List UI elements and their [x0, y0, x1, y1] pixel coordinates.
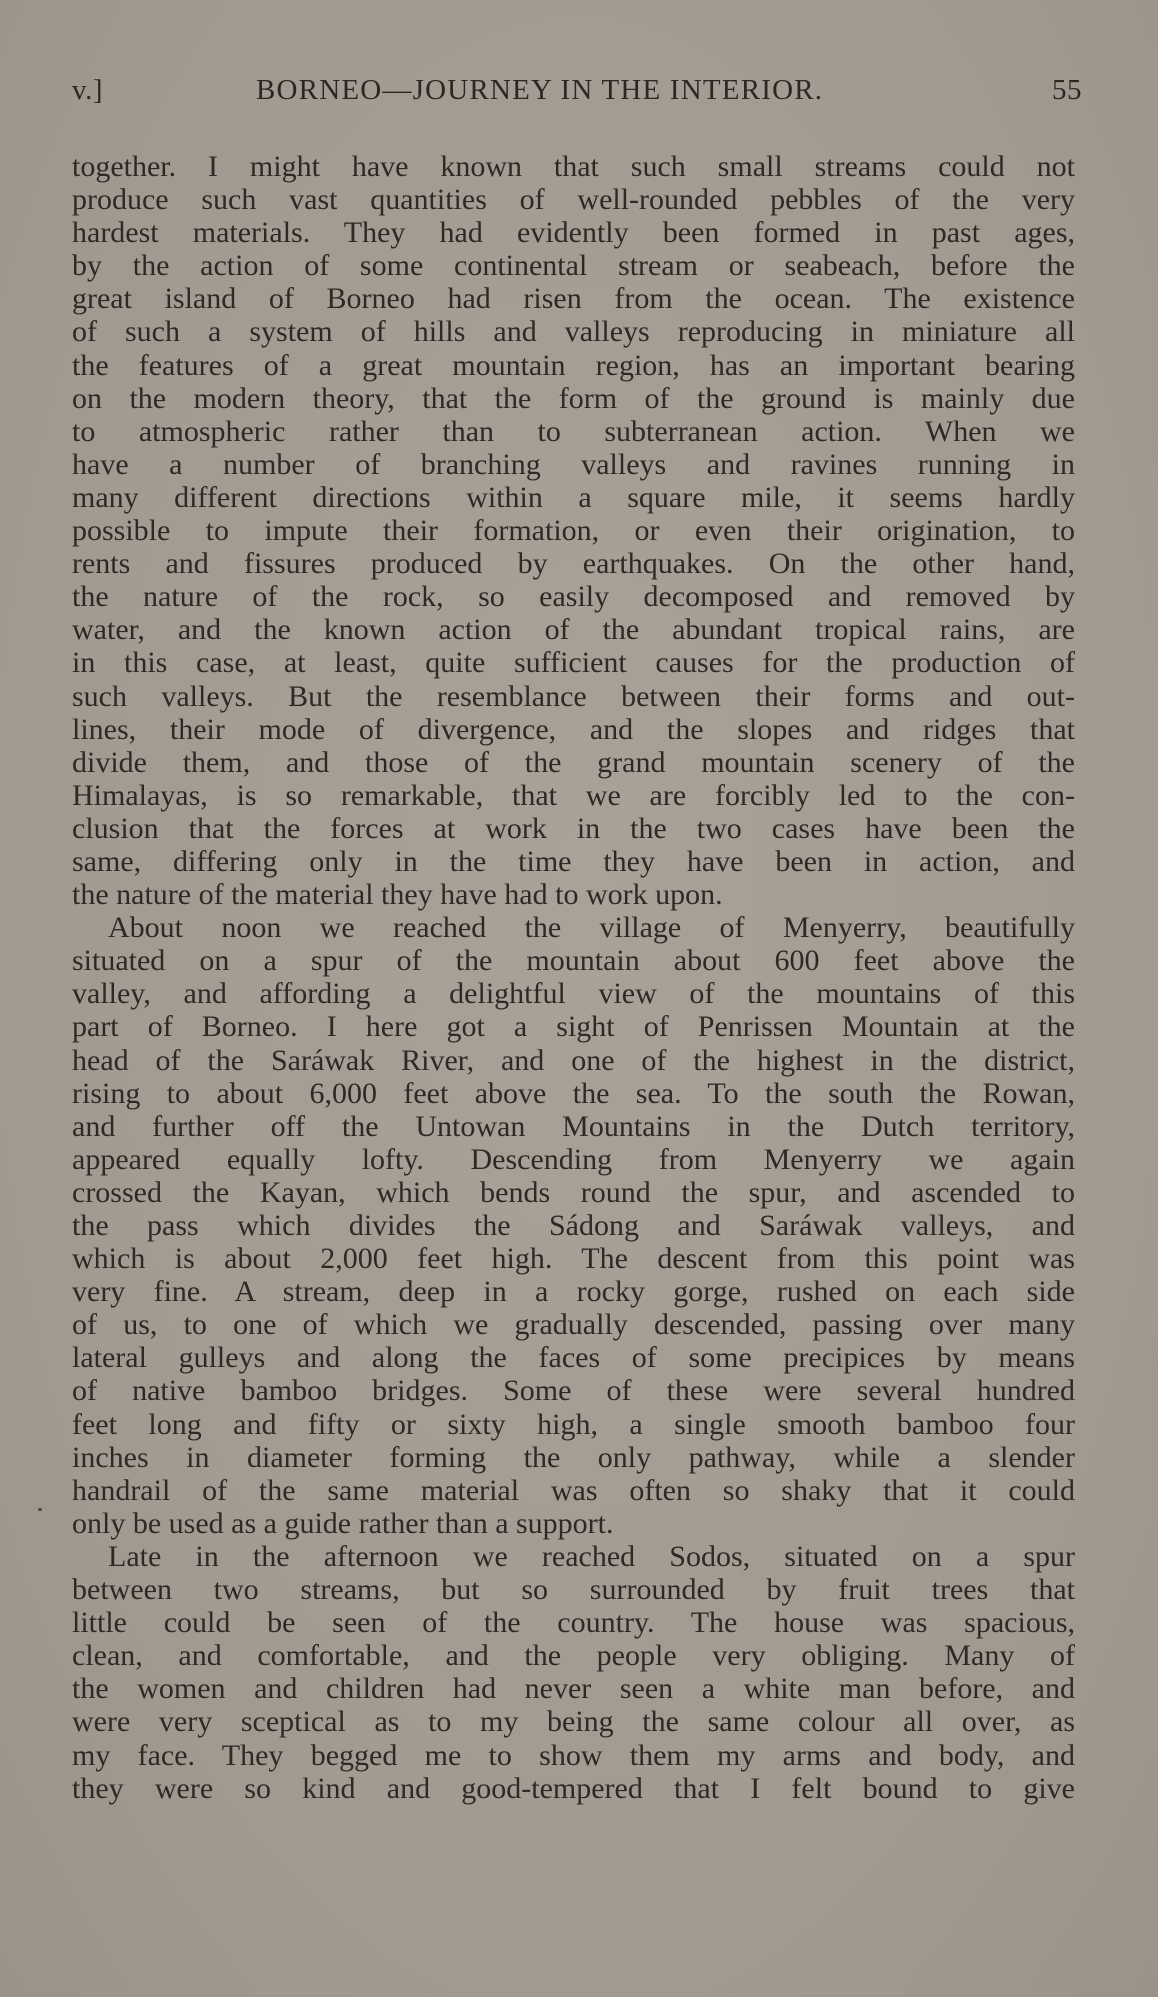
text-line: together. I might have known that such small streams could not [72, 150, 1075, 183]
text-line: very fine. A stream, deep in a rocky gorge, rushed on each side [72, 1275, 1075, 1309]
text-line: hardest materials. They had evidently been formed in past ages, [72, 216, 1075, 250]
text-line: such valleys. But the resemblance between their forms and out- [72, 679, 1075, 713]
text-line: the nature of the rock, so easily decomposed and removed by [72, 580, 1075, 614]
text-line: Himalayas, is so remarkable, that we are forcibly led to the con- [72, 778, 1075, 812]
paragraph-start-line: Late in the afternoon we reached Sodos, situated on a spur [108, 1539, 1075, 1573]
text-line: inches in diameter forming the only pathway, while a slender [72, 1440, 1075, 1474]
text-line: the pass which divides the Sádong and Saráwak valleys, and [72, 1209, 1075, 1242]
ink-speck [38, 1508, 42, 1511]
text-line: divide them, and those of the grand mountain scenery of the [72, 745, 1075, 779]
text-line: produce such vast quantities of well-rounded pebbles of the very [72, 183, 1075, 217]
text-line: to atmospheric rather than to subterranean action. When we [72, 414, 1075, 448]
text-line: lateral gulleys and along the faces of some precipices by means [72, 1341, 1075, 1375]
paragraph-start-line: About noon we reached the village of Menyerry, beautifully [108, 911, 1075, 945]
text-line: rising to about 6,000 feet above the sea. To the south the Rowan, [72, 1076, 1075, 1110]
text-line: handrail of the same material was often so shaky that it could [72, 1473, 1075, 1507]
text-line: have a number of branching valleys and ravines running in [72, 447, 1075, 481]
text-line: of such a system of hills and valleys reproducing in miniature all [72, 315, 1075, 349]
text-line: which is about 2,000 feet high. The descent from this point was [72, 1242, 1075, 1276]
text-line: of us, to one of which we gradually descended, passing over many [72, 1308, 1075, 1342]
text-line: same, differing only in the time they have been in action, and [72, 844, 1075, 878]
text-line: crossed the Kayan, which bends round the spur, and ascended to [72, 1175, 1075, 1209]
text-line: lines, their mode of divergence, and the slopes and ridges that [72, 712, 1075, 746]
text-line: appeared equally lofty. Descending from Menyerry we again [72, 1142, 1075, 1176]
running-title: BORNEO—JOURNEY IN THE INTERIOR. [256, 74, 824, 106]
text-line: great island of Borneo had risen from the ocean. The existence [72, 282, 1075, 316]
text-line: rents and fissures produced by earthquakes. On the other hand, [72, 547, 1075, 581]
text-line: part of Borneo. I here got a sight of Penrissen Mountain at the [72, 1010, 1075, 1044]
text-line: on the modern theory, that the form of the ground is mainly due [72, 381, 1075, 415]
text-line: clusion that the forces at work in the two cases have been the [72, 811, 1075, 845]
text-line: by the action of some continental stream or seabeach, before the [72, 249, 1075, 283]
text-line: my face. They begged me to show them my arms and body, and [72, 1738, 1075, 1772]
text-line: clean, and comfortable, and the people very obliging. Many of [72, 1639, 1075, 1673]
text-line: the nature of the material they have had to work upon. [72, 878, 723, 912]
text-line: were very sceptical as to my being the same colour all over, as [72, 1705, 1075, 1739]
text-line: feet long and fifty or sixty high, a single smooth bamboo four [72, 1407, 1075, 1441]
text-line: and further off the Untowan Mountains in the Dutch territory, [72, 1109, 1075, 1143]
page-number: 55 [1052, 74, 1082, 106]
text-line: valley, and affording a delightful view of the mountains of this [72, 977, 1075, 1011]
text-line: head of the Saráwak River, and one of the highest in the district, [72, 1043, 1075, 1077]
text-line: situated on a spur of the mountain about 600 feet above the [72, 944, 1075, 978]
chapter-marker: v.] [72, 74, 104, 106]
text-line: the women and children had never seen a white man before, and [72, 1672, 1075, 1706]
text-line: many different directions within a square mile, it seems hardly [72, 480, 1075, 514]
running-head [72, 74, 1082, 114]
text-line: only be used as a guide rather than a support. [72, 1506, 614, 1540]
text-line: little could be seen of the country. The house was spacious, [72, 1606, 1075, 1640]
text-line: the features of a great mountain region, has an important bearing [72, 348, 1075, 382]
body-text [72, 150, 1075, 1805]
text-line: possible to impute their formation, or even their origination, to [72, 514, 1075, 548]
text-line: between two streams, but so surrounded by fruit trees that [72, 1573, 1075, 1607]
text-line: water, and the known action of the abundant tropical rains, are [72, 613, 1075, 647]
text-line: in this case, at least, quite sufficient causes for the production of [72, 646, 1075, 680]
text-line: of native bamboo bridges. Some of these were several hundred [72, 1374, 1075, 1408]
text-line: they were so kind and good-tempered that I felt bound to give [72, 1771, 1075, 1805]
